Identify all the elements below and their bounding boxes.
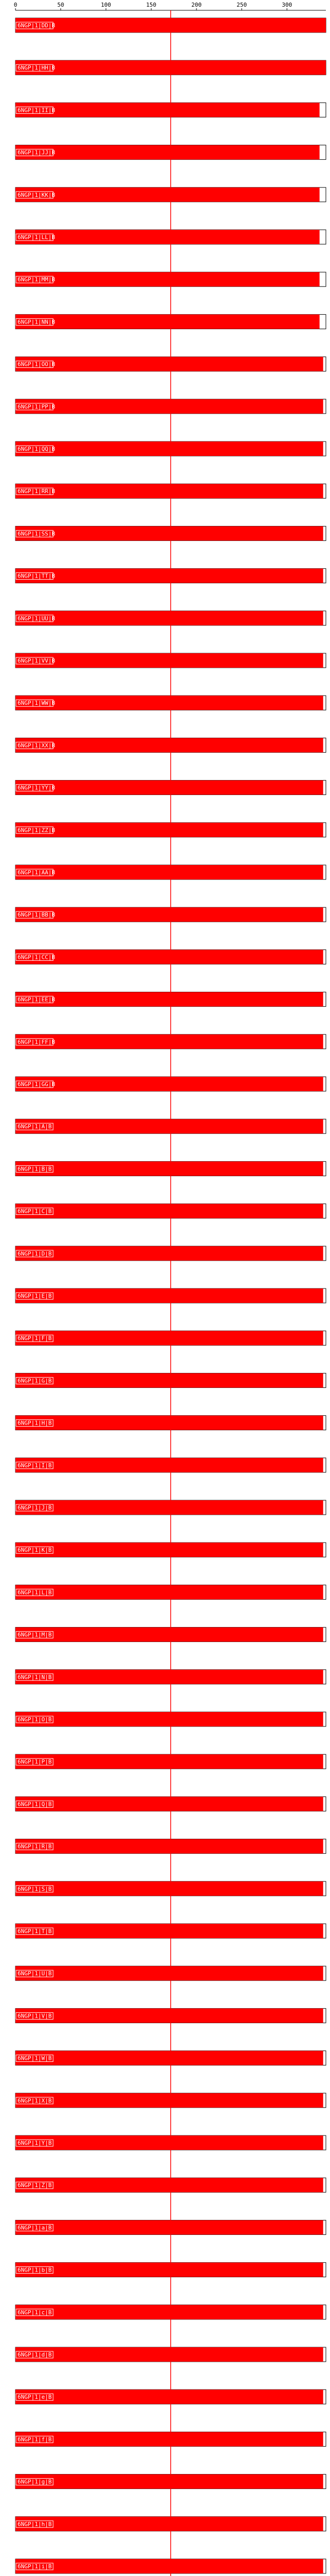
bar-label: 6NGP|1|T|B: [18, 1928, 52, 1935]
bar-label: 6NGP|1|FF|B: [18, 1038, 55, 1045]
bar-label: 6NGP|1|H|B: [18, 1419, 52, 1427]
bar: [15, 1416, 323, 1430]
bar-label: 6NGP|1|CC|B: [18, 954, 55, 961]
bar: [15, 2136, 323, 2150]
bar: [15, 1204, 323, 1218]
bar: [15, 1077, 323, 1091]
bar-label: 6NGP|1|AA|B: [18, 869, 55, 876]
bar: [15, 781, 323, 795]
bar-label: 6NGP|1|U|B: [18, 1970, 52, 1977]
bar-label: 6NGP|1|BB|B: [18, 911, 55, 919]
bar: [15, 2220, 323, 2234]
bar-label: 6NGP|1|DD|B: [18, 22, 55, 29]
bar-label: 6NGP|1|TT|B: [18, 572, 55, 580]
bar-label: 6NGP|1|EE|B: [18, 996, 55, 1003]
bar-label: 6NGP|1|B|B: [18, 1165, 52, 1173]
bar: [15, 1119, 323, 1133]
bar-label: 6NGP|1|UU|B: [18, 615, 55, 622]
bar-label: 6NGP|1|SS|B: [18, 530, 55, 537]
bar-label: 6NGP|1|HH|B: [18, 64, 55, 72]
bar: [15, 950, 323, 964]
bar-label: 6NGP|1|VV|B: [18, 657, 55, 664]
bar-label: 6NGP|1|YY|B: [18, 784, 55, 791]
bar-label: 6NGP|1|R|B: [18, 1843, 52, 1850]
bar-label: 6NGP|1|Z|B: [18, 2182, 52, 2189]
x-tick-label: 200: [191, 2, 202, 8]
bar-label: 6NGP|1|PP|B: [18, 403, 55, 410]
bar: [15, 611, 323, 625]
bar-label: 6NGP|1|i|B: [18, 2563, 52, 2570]
x-tick-label: 250: [236, 2, 247, 8]
bar: [15, 696, 323, 710]
bar: [15, 2305, 323, 2319]
bar: [15, 2432, 323, 2446]
bar-label: 6NGP|1|MM|B: [18, 276, 55, 283]
bar-label: 6NGP|1|KK|B: [18, 191, 55, 198]
bar: [15, 865, 323, 879]
bar-label: 6NGP|1|b|B: [18, 2266, 52, 2274]
bar: [15, 1924, 323, 1938]
bar: [15, 145, 320, 160]
bar: [15, 1161, 323, 1176]
bar: [15, 1458, 323, 1472]
bar-label: 6NGP|1|GG|B: [18, 1081, 55, 1088]
bar-label: 6NGP|1|LL|B: [18, 234, 55, 241]
bar: [15, 569, 323, 583]
bar: [15, 2517, 323, 2531]
bar: [15, 188, 320, 202]
bar: [15, 1289, 323, 1303]
bar-label: 6NGP|1|a|B: [18, 2224, 52, 2231]
bar-label: 6NGP|1|D|B: [18, 1250, 52, 1257]
bar-label: 6NGP|1|S|B: [18, 1885, 52, 1892]
x-tick-label: 150: [146, 2, 157, 8]
bar: [15, 1500, 323, 1515]
bar: [15, 314, 320, 329]
bar-label: 6NGP|1|NN|B: [18, 318, 55, 326]
bar: [15, 823, 323, 837]
bar-label: 6NGP|1|g|B: [18, 2478, 52, 2485]
bar-label: 6NGP|1|OO|B: [18, 361, 55, 368]
bar-label: 6NGP|1|X|B: [18, 2097, 52, 2104]
bar-label: 6NGP|1|P|B: [18, 1758, 52, 1766]
bar: [15, 272, 320, 286]
x-tick-label: 300: [282, 2, 292, 8]
bar-label: 6NGP|1|O|B: [18, 1716, 52, 1723]
bar: [15, 1712, 323, 1726]
bar: [15, 1797, 323, 1811]
bar: [15, 2389, 323, 2404]
x-tick-label: 0: [13, 2, 18, 8]
bar-label: 6NGP|1|e|B: [18, 2394, 52, 2401]
bar: [15, 1754, 323, 1769]
bar: [15, 1585, 323, 1599]
bar: [15, 1373, 323, 1387]
bar-label: 6NGP|1|E|B: [18, 1293, 52, 1299]
bar: [15, 2051, 323, 2065]
bar: [15, 526, 323, 540]
bar: [15, 907, 323, 922]
bar-label: 6NGP|1|C|B: [18, 1208, 52, 1215]
bar-label: 6NGP|1|G|B: [18, 1377, 52, 1384]
bar: [15, 1628, 323, 1642]
bar-label: 6NGP|1|RR|B: [18, 488, 55, 495]
x-tick-label: 100: [101, 2, 111, 8]
bar: [15, 1839, 323, 1854]
bar: [15, 738, 323, 752]
bar-label: 6NGP|1|N|B: [18, 1673, 52, 1681]
bar-label: 6NGP|1|Q|B: [18, 1801, 52, 1808]
bar: [15, 1246, 323, 1261]
bar-label: 6NGP|1|A|B: [18, 1123, 52, 1130]
bar: [15, 1670, 323, 1684]
bar: [15, 2475, 323, 2489]
bar: [15, 2559, 323, 2573]
bar: [15, 357, 323, 371]
bar: [15, 484, 323, 498]
bar: [15, 992, 323, 1007]
bar: [15, 399, 323, 414]
bar: [15, 653, 323, 668]
bar: [15, 442, 323, 456]
x-axis: [14, 2, 326, 10]
bar-label: 6NGP|1|f|B: [18, 2436, 52, 2443]
bar: [15, 1035, 323, 1049]
bar: [15, 2008, 323, 2023]
bar-label: 6NGP|1|ZZ|B: [18, 826, 55, 834]
bar: [15, 1543, 323, 1557]
bar-label: 6NGP|1|M|B: [18, 1631, 52, 1638]
bar: [15, 1882, 323, 1896]
bar-label: 6NGP|1|II|B: [18, 107, 55, 114]
bar-label: 6NGP|1|WW|B: [18, 700, 55, 707]
bar: [15, 1966, 323, 1980]
bar-label: 6NGP|1|K|B: [18, 1547, 52, 1554]
bar-label: 6NGP|1|L|B: [18, 1589, 52, 1596]
bar-label: 6NGP|1|J|B: [18, 1504, 52, 1511]
bar: [15, 2178, 323, 2192]
bar-label: 6NGP|1|W|B: [18, 2055, 52, 2062]
bar-label: 6NGP|1|XX|B: [18, 742, 55, 749]
bar-label: 6NGP|1|I|B: [18, 1462, 52, 1469]
bar-label: 6NGP|1|d|B: [18, 2351, 52, 2358]
bar-label: 6NGP|1|F|B: [18, 1335, 52, 1342]
bar-label: 6NGP|1|QQ|B: [18, 446, 55, 452]
bar: [15, 2263, 323, 2277]
bar: [15, 1331, 323, 1345]
bar: [15, 2093, 323, 2108]
bar: [15, 103, 320, 117]
x-tick-label: 50: [57, 2, 64, 8]
bar-label: 6NGP|1|Y|B: [18, 2140, 52, 2146]
bar-label: 6NGP|1|h|B: [18, 2520, 52, 2528]
bar: [15, 230, 320, 244]
bar-label: 6NGP|1|c|B: [18, 2309, 52, 2316]
bar-label: 6NGP|1|JJ|B: [18, 149, 55, 156]
bar-label: 6NGP|1|V|B: [18, 2012, 52, 2020]
bar: [15, 2347, 323, 2362]
